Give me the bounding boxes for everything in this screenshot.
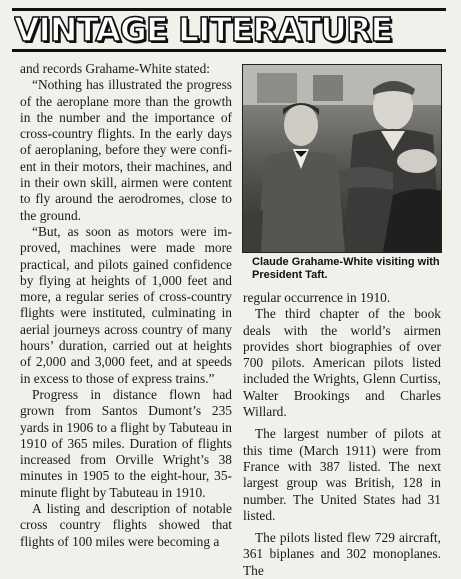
paragraph: The pilots listed flew 729 aircraft, 361 biplanes and 302 monoplanes. The [243,530,441,578]
masthead-bottom-rule [12,49,446,52]
right-column [243,290,441,579]
paragraph: A listing and description of notable cross country flights showed that flights of 100 miles were becoming a [20,501,232,549]
photo-caption: Claude Grahame-White visiting with President Taft. [252,256,440,281]
masthead [12,8,446,52]
paragraph: The third chapter of the book deals with the world’s airmen provides short biographies of over 700 pilots. American pilots listed included the Wrights, Glenn Curtiss, Walter Brookings and Charles Willard. [243,306,441,420]
left-column [20,61,232,550]
section-title: VINTAGE LITERATURE [14,11,393,49]
paragraph: Progress in distance flown had grown from Santos Dumont’s 235 yards in 1906 to a flight by Tabuteau in 1910 of 365 miles. Duration of flights increased from Orville Wright’s 38 minutes in 1905 to the eight-hour, 35-minute flight by Tabuteau in 1910. [20,386,232,500]
photo-taft-grahame-white [242,64,442,253]
paragraph: “Nothing has illustrated the progress of the aeroplane more than the growth in the number and the importance of cross-country flights. In the early days of aeroplaning, before they were confient in their motors, their machines, and in their own skill, airmen were content to fly around the aerodromes, close to the ground. [20,77,232,223]
paragraph: regular occurrence in 1910. [243,290,391,305]
paragraph: The largest number of pilots at this time (March 1911) were from France with 387 listed. The next largest group was British, 128 in number. The United States had 31 listed. [243,426,441,523]
paragraph: and records Grahame-White stated: [20,61,210,76]
photo-image [243,65,441,252]
paragraph: “But, as soon as motors were improved, machines were made more practical, and pilots gained confidence by flying at heights of 1,000 feet and more, a regular series of cross-country flights were instituted, culminating in aerial journeys across country of many hours’ duration, carried out at heights of 2,000 and 3,000 feet, and at speeds in excess to those of express trains.” [20,223,232,386]
